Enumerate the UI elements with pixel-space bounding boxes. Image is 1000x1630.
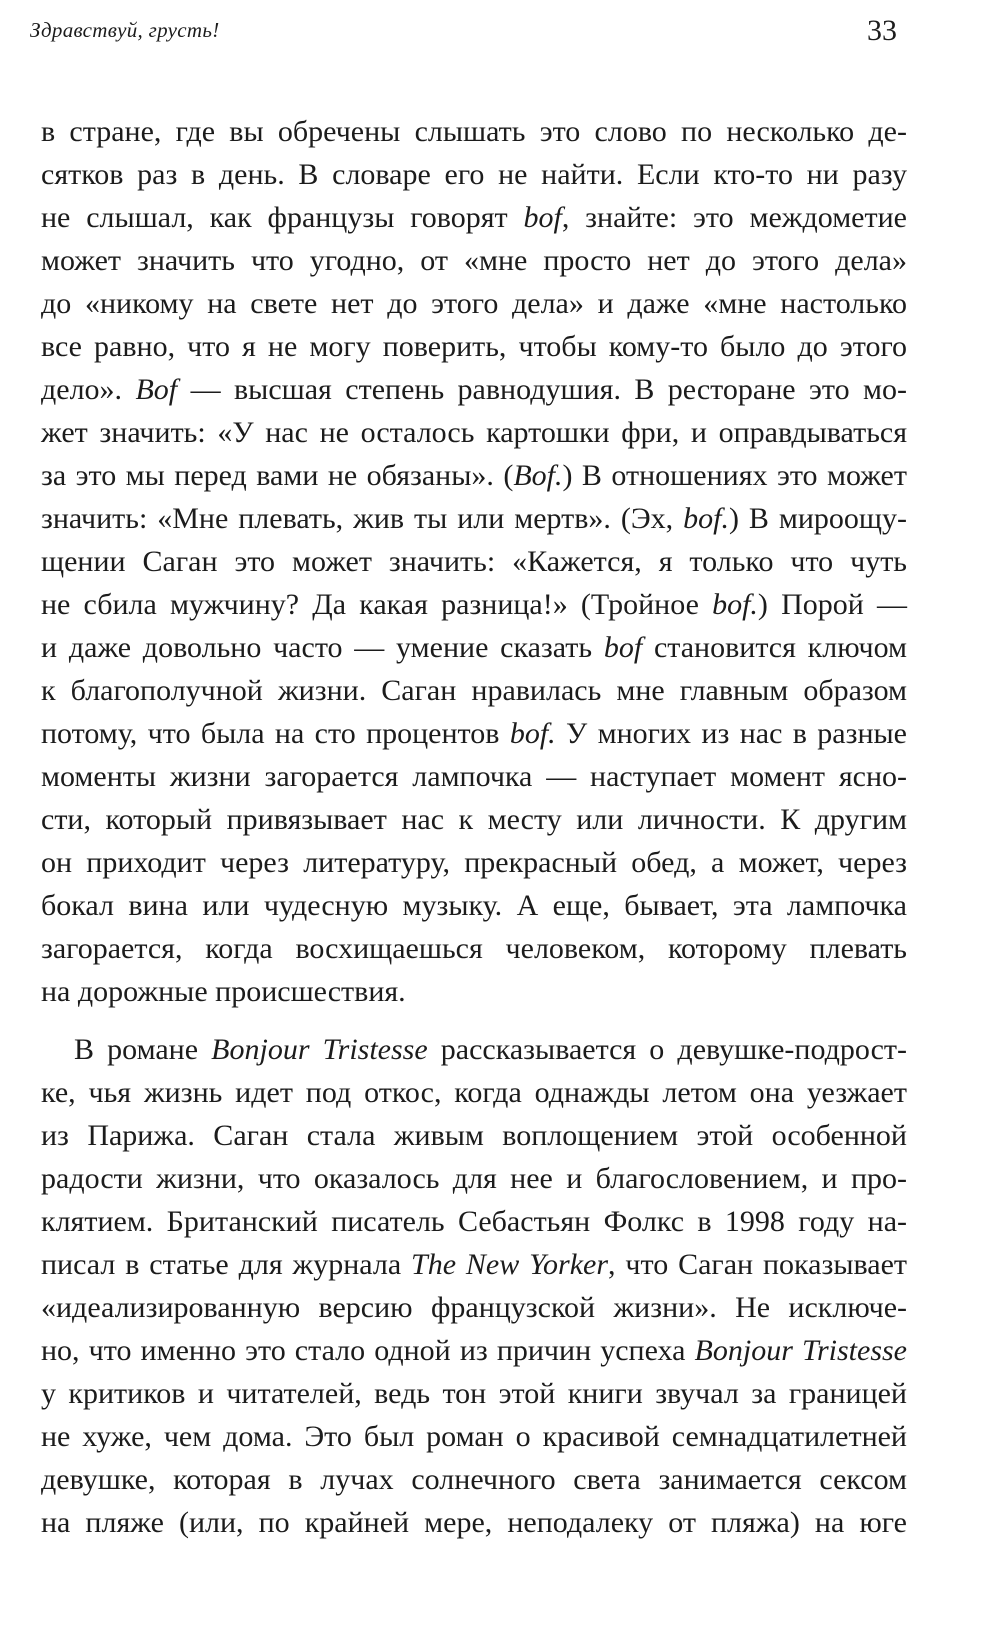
text-line <box>41 1329 907 1372</box>
text-line <box>41 884 907 927</box>
text-segment: но, что именно это стало одной из причин успеха <box>41 1334 695 1367</box>
text-segment: загорается, когда восхищаешься человеком, которому плевать <box>41 932 907 965</box>
text-segment: он приходит через литературу, прекрасный обед, а может, через <box>41 846 907 879</box>
text-segment: на дорожные происшествия. <box>41 975 406 1008</box>
text-line <box>41 1458 907 1501</box>
text-line <box>41 282 907 325</box>
text-segment: из Парижа. Саган стала живым воплощением этой особенной <box>41 1119 907 1152</box>
italic-segment: The New Yorker <box>411 1248 609 1281</box>
text-line <box>41 368 907 411</box>
text-segment: за это мы перед вами не обязаны». ( <box>41 459 514 492</box>
text-segment: В романе <box>74 1033 212 1066</box>
italic-segment: Bonjour Tristesse <box>211 1033 428 1066</box>
text-segment: у критиков и читателей, ведь тон этой книги звучал за границей <box>41 1377 907 1410</box>
text-line <box>41 540 907 583</box>
text-line <box>41 1243 907 1286</box>
text-line <box>41 497 907 540</box>
italic-segment: bof. <box>712 588 758 621</box>
text-line <box>41 626 907 669</box>
text-segment: становится ключом <box>642 631 907 664</box>
text-line <box>41 669 907 712</box>
text-line <box>41 1501 907 1544</box>
text-line <box>41 583 907 626</box>
text-segment: щении Саган это может значить: «Кажется, я только что чуть <box>41 545 907 578</box>
text-segment: сти, который привязывает нас к месту или личности. К другим <box>41 803 907 836</box>
text-line <box>41 712 907 755</box>
page-number: 33 <box>867 14 897 47</box>
text-line <box>41 325 907 368</box>
text-line <box>41 1415 907 1458</box>
text-segment: ) В мироощу- <box>728 502 907 535</box>
text-line <box>41 1157 907 1200</box>
text-segment: ) В отношениях это может <box>562 459 907 492</box>
text-segment: жет значить: «У нас не осталось картошки фри, и оправдываться <box>41 416 907 449</box>
text-segment: к благополучной жизни. Саган нравилась мне главным образом <box>41 674 907 707</box>
text-line <box>41 454 907 497</box>
text-line <box>41 841 907 884</box>
text-line <box>41 1372 907 1415</box>
text-line <box>41 1200 907 1243</box>
text-segment: дело». <box>41 373 136 406</box>
text-segment: и даже довольно часто — умение сказать <box>41 631 604 664</box>
text-segment: , что Саган показывает <box>608 1248 908 1281</box>
text-line <box>41 411 907 454</box>
text-segment: писал в статье для журнала <box>41 1248 412 1281</box>
text-line <box>41 239 907 282</box>
text-segment: потому, что была на сто процентов <box>41 717 510 750</box>
italic-segment: bof <box>523 201 562 234</box>
text-segment: рассказывается о девушке-подрост- <box>427 1033 908 1066</box>
text-line <box>41 1286 907 1329</box>
italic-segment: Bonjour Tristesse <box>694 1334 907 1367</box>
running-title: Здравствуй, грусть! <box>30 18 220 42</box>
text-segment: — высшая степень равнодушия. В ресторане это мо- <box>177 373 907 406</box>
text-segment: может значить что угодно, от «мне просто нет до этого дела» <box>41 244 907 277</box>
text-segment: не хуже, чем дома. Это был роман о красивой семнадцатилетней <box>41 1420 907 1453</box>
italic-segment: bof. <box>509 717 556 750</box>
text-segment: ) Порой — <box>757 588 907 621</box>
text-segment: до «никому на свете нет до этого дела» и даже «мне настолько <box>41 287 907 320</box>
text-line <box>41 1071 907 1114</box>
text-segment: сятков раз в день. В словаре его не найти. Если кто-то ни разу <box>41 158 907 191</box>
text-segment: значить: «Мне плевать, жив ты или мертв». (Эх, <box>41 502 684 535</box>
text-segment: в стране, где вы обречены слышать это слово по несколько де- <box>41 115 907 148</box>
text-segment: на пляже (или, по крайней мере, неподалеку от пляжа) на юге <box>41 1506 907 1539</box>
text-segment: клятием. Британский писатель Себастьян Фолкс в 1998 году на- <box>41 1205 907 1238</box>
paragraph <box>41 110 907 1013</box>
text-segment: ке, чья жизнь идет под откос, когда однажды летом она уезжает <box>41 1076 907 1109</box>
italic-segment: Bof. <box>513 459 563 492</box>
text-line <box>41 1114 907 1157</box>
text-segment: не слышал, как французы говорят <box>41 201 524 234</box>
text-segment: У многих из нас в разные <box>555 717 907 750</box>
text-line <box>41 196 907 239</box>
text-line <box>41 798 907 841</box>
paragraph <box>41 1028 907 1544</box>
text-segment: радости жизни, что оказалось для нее и благословением, и про- <box>41 1162 907 1195</box>
text-segment: «идеализированную версию французской жизни». Не исключе- <box>41 1291 907 1324</box>
italic-segment: bof. <box>683 502 729 535</box>
italic-segment: bof <box>603 631 643 664</box>
text-segment: все равно, что я не могу поверить, чтобы кому-то было до этого <box>41 330 907 363</box>
paragraph-gap <box>41 1013 907 1028</box>
text-segment: бокал вина или чудесную музыку. А еще, бывает, эта лампочка <box>41 889 907 922</box>
text-line <box>41 110 907 153</box>
text-line <box>41 755 907 798</box>
text-line <box>41 153 907 196</box>
text-line <box>41 970 907 1013</box>
italic-segment: Bof <box>135 373 178 406</box>
body-text <box>41 110 907 1544</box>
text-segment: , знайте: это междометие <box>561 201 907 234</box>
text-line <box>41 1028 907 1071</box>
text-line <box>41 927 907 970</box>
text-segment: не сбила мужчину? Да какая разница!» (Тройное <box>41 588 713 621</box>
text-segment: моменты жизни загорается лампочка — наступает момент ясно- <box>41 760 907 793</box>
text-segment: девушке, которая в лучах солнечного света занимается сексом <box>41 1463 907 1496</box>
